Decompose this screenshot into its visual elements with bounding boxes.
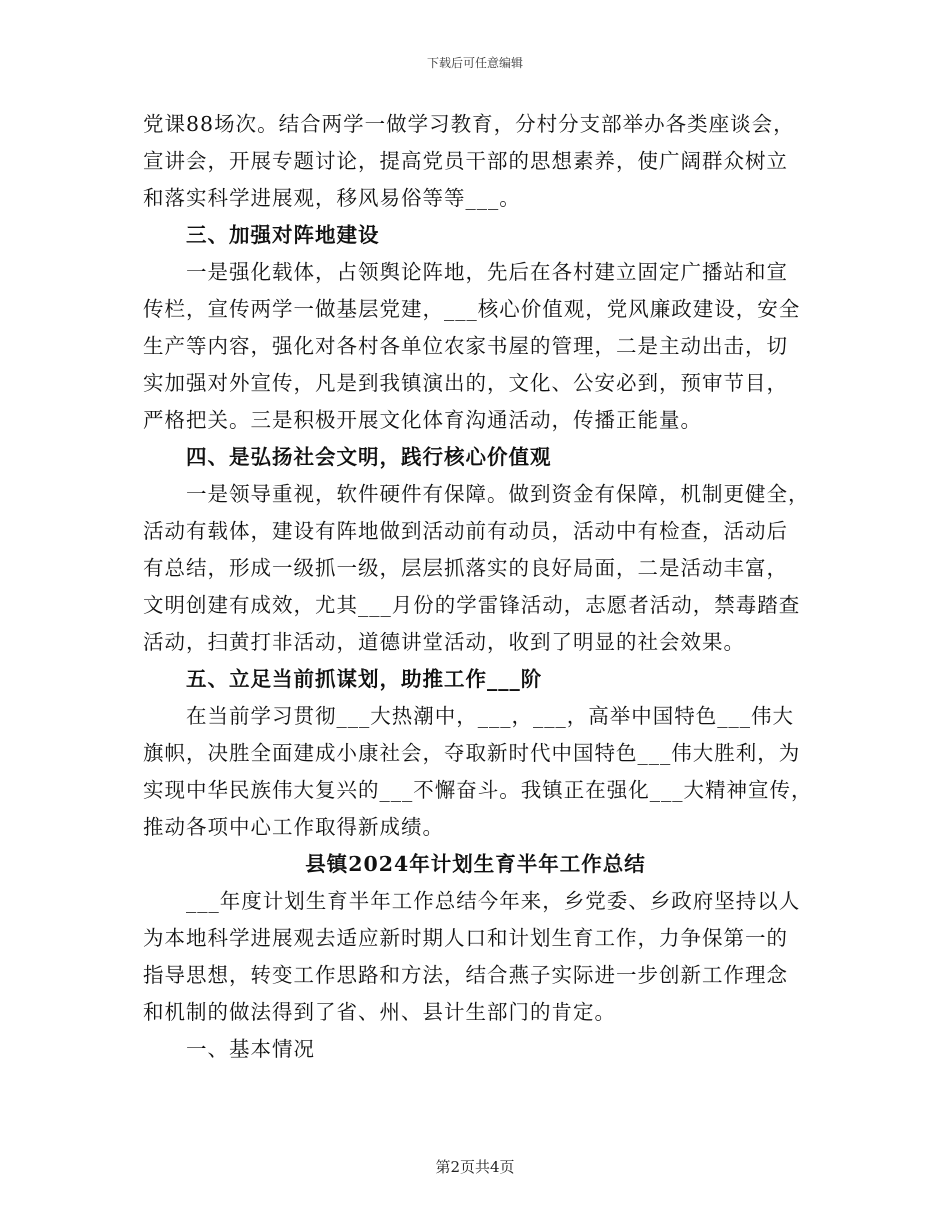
text-line: 宣讲会，开展专题讨论，提高党员干部的思想素养，使广阔群众树立 [143, 149, 788, 173]
text-line: 旗帜，决胜全面建成小康社会，夺取新时代中国特色___伟大胜利，为 [143, 741, 801, 765]
text-line: 实加强对外宣传，凡是到我镇演出的，文化、公安必到，预审节目， [143, 371, 788, 395]
text-line: 活动有载体，建设有阵地做到活动前有动员，活动中有检查，活动后 [143, 519, 788, 543]
text-line: 一是强化载体，占领舆论阵地，先后在各村建立固定广播站和宣 [186, 260, 788, 284]
text-line: 有总结，形成一级抓一级，层层抓落实的良好局面，二是活动丰富， [143, 556, 788, 580]
section-heading: 五、立足当前抓谋划，助推工作___阶 [186, 667, 543, 691]
header-note: 下载后可任意编辑 [426, 56, 523, 70]
text-line: 严格把关。三是积极开展文化体育沟通活动，传播正能量。 [143, 408, 702, 432]
text-line: 党课88场次。结合两学一做学习教育，分村分支部举办各类座谈会， [143, 112, 795, 136]
text-line: 和机制的做法得到了省、州、县计生部门的肯定。 [143, 1000, 616, 1024]
document-title: 县镇2024年计划生育半年工作总结 [305, 852, 646, 876]
section-heading: 三、加强对阵地建设 [186, 223, 380, 247]
text-line: 在当前学习贯彻___大热潮中，___，___，高举中国特色___伟大 [186, 704, 794, 728]
text-line: 活动，扫黄打非活动，道德讲堂活动，收到了明显的社会效果。 [143, 630, 745, 654]
text-line: 一是领导重视，软件硬件有保障。做到资金有保障，机制更健全， [186, 482, 810, 506]
text-line: ___年度计划生育半年工作总结今年来，乡党委、乡政府坚持以人 [186, 889, 801, 913]
text-line: 传栏，宣传两学一做基层党建，___核心价值观，党风廉政建设，安全 [143, 297, 801, 321]
section-heading: 四、是弘扬社会文明，践行核心价值观 [186, 445, 552, 469]
document-body [143, 106, 813, 1068]
text-line: 为本地科学进展观去适应新时期人口和计划生育工作，力争保第一的 [143, 926, 788, 950]
text-line: 推动各项中心工作取得新成绩。 [143, 815, 444, 839]
text-line: 指导思想，转变工作思路和方法，结合燕子实际进一步创新工作理念 [143, 963, 788, 987]
text-line: 生产等内容，强化对各村各单位农家书屋的管理，二是主动出击，切 [143, 334, 788, 358]
text-line: 实现中华民族伟大复兴的___不懈奋斗。我镇正在强化___大精神宣传， [143, 778, 813, 802]
page-footer: 第2页共4页 [435, 1158, 515, 1176]
text-line: 一、基本情况 [186, 1037, 315, 1061]
text-line: 和落实科学进展观，移风易俗等等___。 [143, 186, 521, 210]
text-line: 文明创建有成效，尤其___月份的学雷锋活动，志愿者活动，禁毒踏查 [143, 593, 801, 617]
